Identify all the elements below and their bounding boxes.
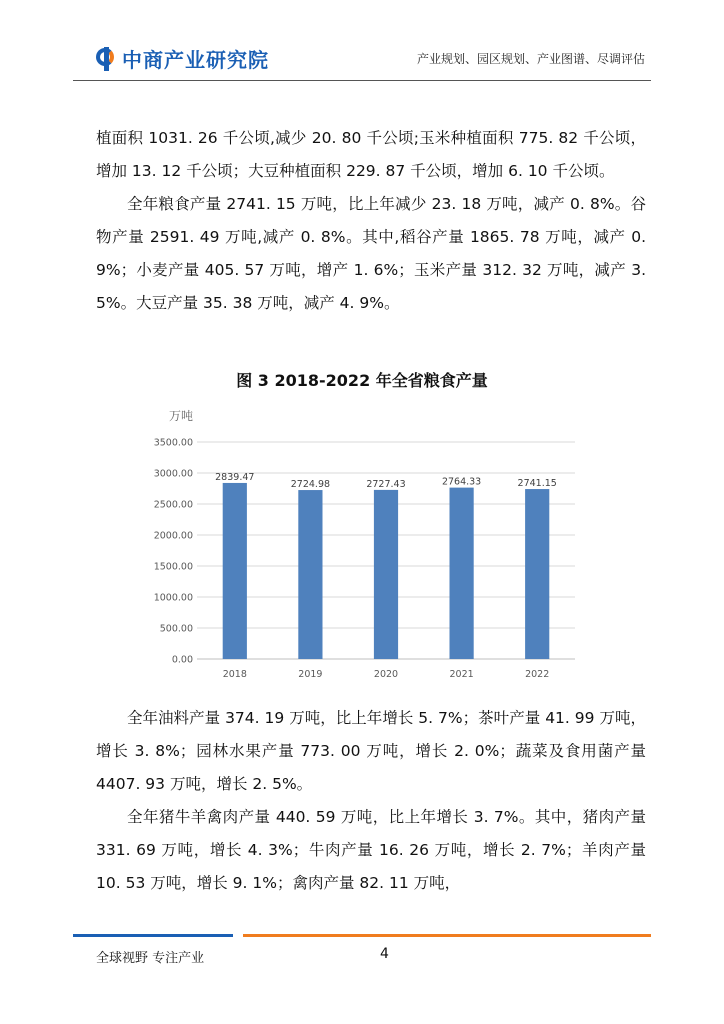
x-tick-label: 2020 (373, 669, 399, 680)
bar (223, 483, 247, 659)
paragraph: 植面积 1031. 26 千公顷,减少 20. 80 千公顷;玉米种植面积 775. 82 千公顷，增加 13. 12 千公顷；大豆种植面积 229. 87 千公顷，增加 6. 10 千公顷。 (96, 129, 646, 180)
footer-slogan: 全球视野 专注产业 (96, 951, 205, 966)
chart-svg (145, 402, 585, 687)
paragraph: 全年油料产量 374. 19 万吨，比上年增长 5. 7%；茶叶产量 41. 99 万吨，增长 3. 8%；园林水果产量 773. 00 万吨，增长 2. 0%；蔬菜及食用菌产量 4407. 93 万吨，增长 2. 5%。 (96, 709, 646, 793)
logo-icon (96, 48, 118, 70)
x-tick-label: 2021 (449, 669, 474, 680)
header-divider (73, 80, 651, 81)
y-unit-label: 万吨 (169, 409, 194, 423)
bar (374, 490, 398, 659)
data-label: 2724.98 (290, 479, 331, 491)
y-tick-label: 0.00 (171, 654, 193, 666)
data-label: 2741.15 (517, 478, 557, 490)
data-label: 2764.33 (441, 476, 482, 488)
y-tick-label: 1000.00 (153, 592, 193, 604)
footer-divider-blue (73, 934, 233, 937)
bar-chart (145, 402, 585, 687)
company-logo (96, 44, 269, 73)
bar (298, 490, 322, 659)
page-header (0, 0, 724, 100)
body-text-bottom (96, 702, 646, 900)
x-tick-label: 2022 (525, 669, 550, 680)
logo-text: 中商产业研究院 (122, 48, 269, 72)
paragraph: 全年猪牛羊禽肉产量 440. 59 万吨，比上年增长 3. 7%。其中，猪肉产量 331. 69 万吨，增长 4. 3%；牛肉产量 16. 26 万吨，增长 2. 7%；羊肉产量 10. 53 万吨，增长 9. 1%；禽肉产量 82. 11 万吨， (96, 808, 646, 892)
body-text-top (96, 122, 646, 320)
y-tick-label: 1500.00 (153, 561, 193, 573)
y-tick-label: 500.00 (159, 623, 193, 635)
header-tagline: 产业规划、园区规划、产业图谱、尽调评估 (416, 52, 645, 66)
y-tick-label: 3500.00 (153, 437, 193, 449)
y-tick-label: 2500.00 (153, 499, 193, 511)
x-tick-label: 2018 (222, 669, 247, 680)
bar (525, 489, 549, 659)
bar (450, 488, 474, 659)
y-tick-label: 2000.00 (153, 530, 193, 542)
x-tick-label: 2019 (298, 669, 323, 680)
data-label: 2839.47 (215, 471, 255, 483)
paragraph: 全年粮食产量 2741. 15 万吨，比上年减少 23. 18 万吨，减产 0. 8%。谷物产量 2591. 49 万吨,减产 0. 8%。其中,稻谷产量 1865. 78 万吨，减产 0. 9%；小麦产量 405. 57 万吨，增产 1. 6%；玉米产量 312. 32 万吨，减产 3. 5%。大豆产量 35. 38 万吨，减产 4. 9%。 (96, 195, 646, 312)
data-label: 2727.43 (366, 478, 406, 490)
y-tick-label: 3000.00 (153, 468, 193, 480)
page-number: 4 (380, 946, 389, 962)
figure-title: 图 3 2018-2022 年全省粮食产量 (236, 371, 488, 390)
footer-divider-orange (243, 934, 651, 937)
